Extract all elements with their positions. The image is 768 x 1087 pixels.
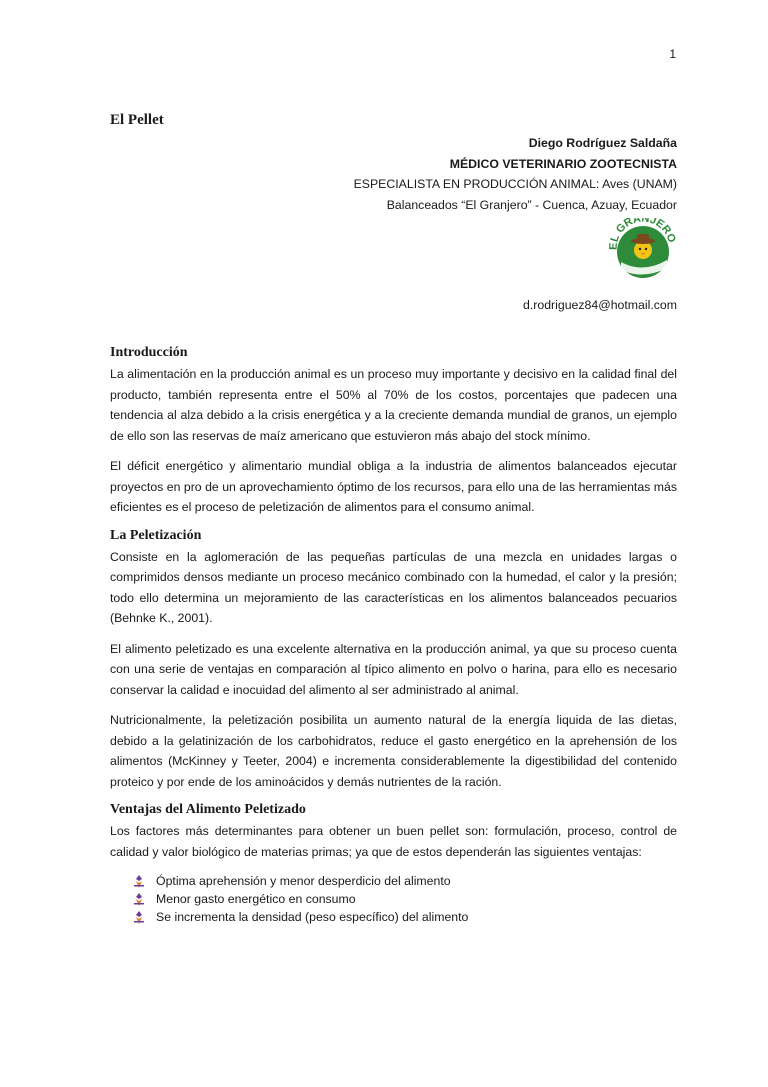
- section-heading-introduccion: Introducción: [110, 345, 188, 360]
- section-heading-ventajas: Ventajas del Alimento Peletizado: [110, 802, 306, 817]
- paragraph: Los factores más determinantes para obtener un buen pellet son: formulación, proceso, control de calidad y valor biológico de materias primas; ya que de estos dependerán las siguientes ventajas:: [110, 824, 677, 859]
- logo-text: EL GRANJERO: [607, 218, 677, 251]
- author-email[interactable]: d.rodriguez84@hotmail.com: [523, 298, 677, 312]
- diamond-bullet-icon: [132, 893, 146, 906]
- document-body: [110, 112, 677, 926]
- list-item: [132, 908, 677, 926]
- paragraph: La alimentación en la producción animal es un proceso muy importante y decisivo en la calidad final del producto, también representa entre el 50% al 70% de los costos, porcentajes que padecen una tendencia al alza debido a la crisis energética y a la creciente demanda mundial de granos, un ejemplo de ello son las reservas de maíz americano que estuvieron más abajo del stock mínimo.: [110, 367, 677, 443]
- section-heading-peletizacion: La Peletización: [110, 527, 202, 543]
- company-logo-container: [110, 218, 677, 280]
- author-block: [110, 133, 677, 215]
- paragraph: El déficit energético y alimentario mundial obliga a la industria de alimentos balanceados ejecutar proyectos en pro de un aprovechamiento óptimo de los recursos, para ello una de las herramientas más eficientes es el proceso de peletización de alimentos para el consumo animal.: [110, 459, 677, 514]
- list-item-text: Se incrementa la densidad (peso específico) del alimento: [156, 910, 469, 924]
- ventajas-list: [110, 872, 677, 926]
- diamond-bullet-icon: [132, 875, 146, 888]
- page-number: 1: [669, 47, 676, 61]
- el-granjero-logo: [607, 218, 677, 278]
- paragraph: Consiste en la aglomeración de las pequeñas partículas de una mezcla en unidades largas o comprimidos densos mediante un proceso mecánico combinado con la humedad, el calor y la presión; todo ello determina un mejoramiento de las características en los alimentos balanceados pecuarios (Behnke K., 2001).: [110, 549, 677, 625]
- diamond-bullet-icon: [132, 911, 146, 924]
- paragraph: El alimento peletizado es una excelente alternativa en la producción animal, ya que su proceso cuenta con una serie de ventajas en comparación al típico alimento en polvo o harina, para ello es necesario conservar la calidad e inocuidad del alimento al ser administrado al animal.: [110, 641, 677, 697]
- list-item-text: Óptima aprehensión y menor desperdicio del alimento: [156, 874, 451, 888]
- author-profession: MÉDICO VETERINARIO ZOOTECNISTA: [449, 156, 677, 171]
- author-name: Diego Rodríguez Saldaña: [528, 136, 677, 150]
- author-company: Balanceados “El Granjero” - Cuenca, Azuay, Ecuador: [386, 197, 677, 212]
- paragraph: Nutricionalmente, la peletización posibilita un aumento natural de la energía liquida de las dietas, debido a la gelatinización de los carbohidratos, reduce el gasto energético en la aprehensión de los alimentos (McKinney y Teeter, 2004) e incrementa considerablemente la digestibilidad del contenido proteico y por ende de los aminoácidos y demás nutrientes de la ración.: [110, 713, 677, 789]
- document-title: El Pellet: [110, 112, 164, 128]
- list-item: [132, 890, 677, 908]
- author-specialty: ESPECIALISTA EN PRODUCCIÓN ANIMAL: Aves (UNAM): [353, 177, 677, 191]
- list-item-text: Menor gasto energético en consumo: [156, 892, 356, 906]
- list-item: [132, 872, 677, 890]
